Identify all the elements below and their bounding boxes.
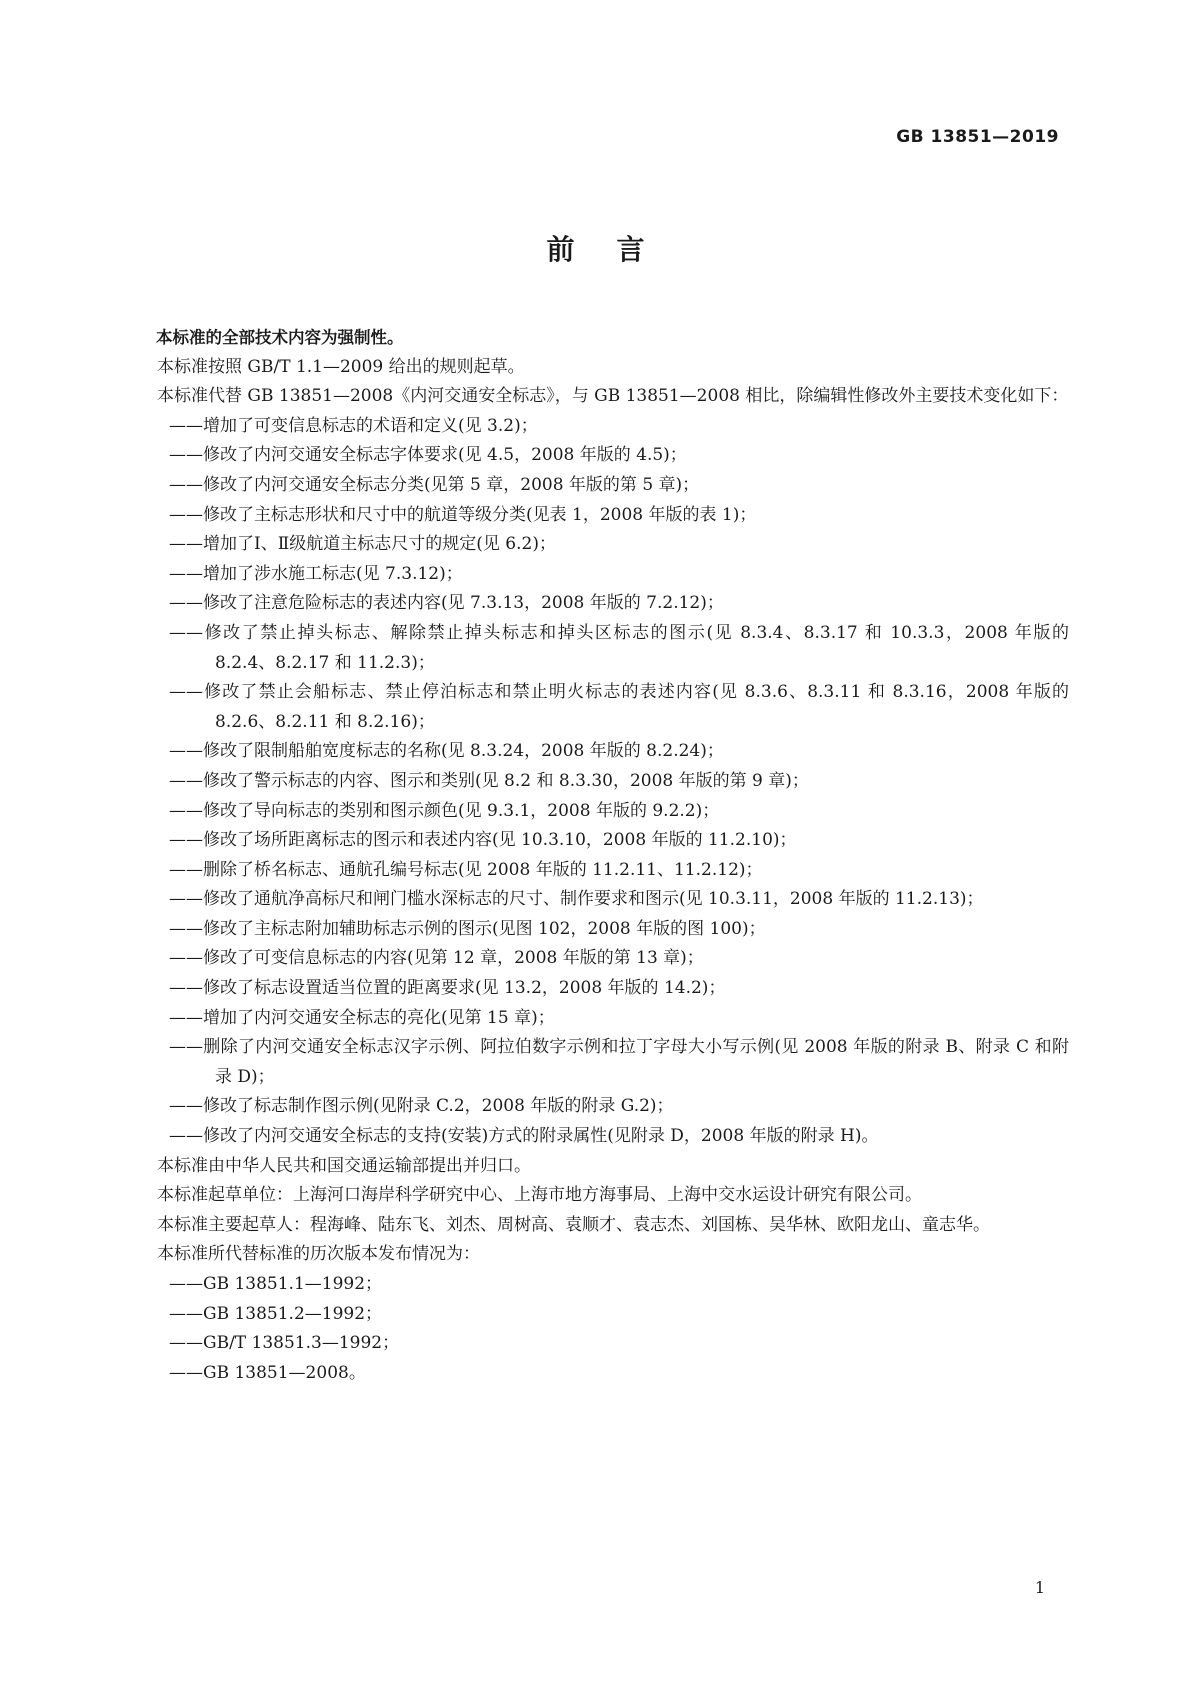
standard-code: GB 13851—2019 bbox=[896, 127, 1059, 147]
list-item: ——修改了内河交通安全标志的支持(安装)方式的附录属性(见附录 D，2008 年版的附录 H)。 bbox=[169, 1126, 879, 1147]
paragraph: 本标准按照 GB/T 1.1—2009 给出的规则起草。 bbox=[157, 356, 525, 377]
page-title: 前言 bbox=[546, 233, 687, 266]
list-item: ——修改了限制船舶宽度标志的名称(见 8.3.24，2008 年版的 8.2.24)； bbox=[169, 741, 724, 762]
paragraph: 本标准由中华人民共和国交通运输部提出并归口。 bbox=[157, 1155, 531, 1176]
paragraph: 本标准的全部技术内容为强制性。 bbox=[156, 328, 404, 347]
page-number: 1 bbox=[1034, 1578, 1045, 1597]
list-item: ——修改了主标志附加辅助标志示例的图示(见图 102，2008 年版的图 100)； bbox=[169, 918, 766, 939]
list-item: ——GB/T 13851.3—1992； bbox=[169, 1333, 400, 1354]
document-body bbox=[123, 323, 1069, 1388]
list-item: ——修改了通航净高标尺和闸门槛水深标志的尺寸、制作要求和图示(见 10.3.11，2008 年版的 11.2.13)； bbox=[169, 889, 984, 910]
list-item: ——修改了警示标志的内容、图示和类别(见 8.2 和 8.3.30，2008 年版的第 9 章)； bbox=[169, 770, 809, 791]
paragraph: 本标准代替 GB 13851—2008《内河交通安全标志》，与 GB 13851—2008 相比，除编辑性修改外主要技术变化如下： bbox=[157, 386, 1069, 407]
list-item: ——增加了涉水施工标志(见 7.3.12)； bbox=[169, 563, 463, 584]
list-item: ——修改了内河交通安全标志字体要求(见 4.5，2008 年版的 4.5)； bbox=[169, 445, 687, 466]
paragraph: 本标准所代替标准的历次版本发布情况为： bbox=[157, 1244, 480, 1265]
list-item: ——增加了内河交通安全标志的亮化(见第 15 章)； bbox=[169, 1007, 555, 1028]
paragraph: 本标准起草单位：上海河口海岸科学研究中心、上海市地方海事局、上海中交水运设计研究有限公司。 bbox=[157, 1185, 922, 1206]
list-item: ——修改了禁止掉头标志、解除禁止掉头标志和掉头区标志的图示(见 8.3.4、8.3.17 和 10.3.3，2008 年版的 8.2.4、8.2.17 和 11.2.3)； bbox=[169, 622, 1069, 673]
list-item: ——GB 13851.2—1992； bbox=[169, 1303, 383, 1324]
list-item: ——修改了内河交通安全标志分类(见第 5 章，2008 年版的第 5 章)； bbox=[169, 474, 700, 495]
list-item: ——修改了可变信息标志的内容(见第 12 章，2008 年版的第 13 章)； bbox=[169, 948, 704, 969]
list-item: ——修改了注意危险标志的表述内容(见 7.3.13，2008 年版的 7.2.12)； bbox=[169, 593, 724, 614]
paragraph: 本标准主要起草人：程海峰、陆东飞、刘杰、周树高、袁顺才、袁志杰、刘国栋、吴华林、欧阳龙山、童志华。 bbox=[157, 1214, 990, 1235]
list-item: ——GB 13851.1—1992； bbox=[169, 1274, 383, 1294]
list-item: ——修改了场所距离标志的图示和表述内容(见 10.3.10，2008 年版的 11.2.10)； bbox=[169, 830, 797, 851]
list-item: ——增加了可变信息标志的术语和定义(见 3.2)； bbox=[169, 415, 538, 436]
list-item: ——增加了Ⅰ、Ⅱ级航道主标志尺寸的规定(见 6.2)； bbox=[169, 534, 556, 555]
list-item: ——修改了标志制作图示例(见附录 C.2，2008 年版的附录 G.2)； bbox=[169, 1096, 674, 1117]
list-item: ——GB 13851—2008。 bbox=[169, 1362, 366, 1383]
list-item: ——修改了标志设置适当位置的距离要求(见 13.2，2008 年版的 14.2)； bbox=[169, 978, 726, 999]
list-item: ——修改了禁止会船标志、禁止停泊标志和禁止明火标志的表述内容(见 8.3.6、8.3.11 和 8.3.16，2008 年版的 8.2.6、8.2.11 和 8.2.16)； bbox=[169, 682, 1069, 732]
list-item: ——删除了桥名标志、通航孔编号标志(见 2008 年版的 11.2.11、11.2.12)； bbox=[169, 859, 763, 880]
list-item: ——修改了导向标志的类别和图示颜色(见 9.3.1，2008 年版的 9.2.2)； bbox=[169, 800, 720, 821]
list-item: ——修改了主标志形状和尺寸中的航道等级分类(见表 1，2008 年版的表 1)； bbox=[169, 504, 757, 525]
list-item: ——删除了内河交通安全标志汉字示例、阿拉伯数字示例和拉丁字母大小写示例(见 2008 年版的附录 B、附录 C 和附录 D)； bbox=[169, 1037, 1069, 1087]
